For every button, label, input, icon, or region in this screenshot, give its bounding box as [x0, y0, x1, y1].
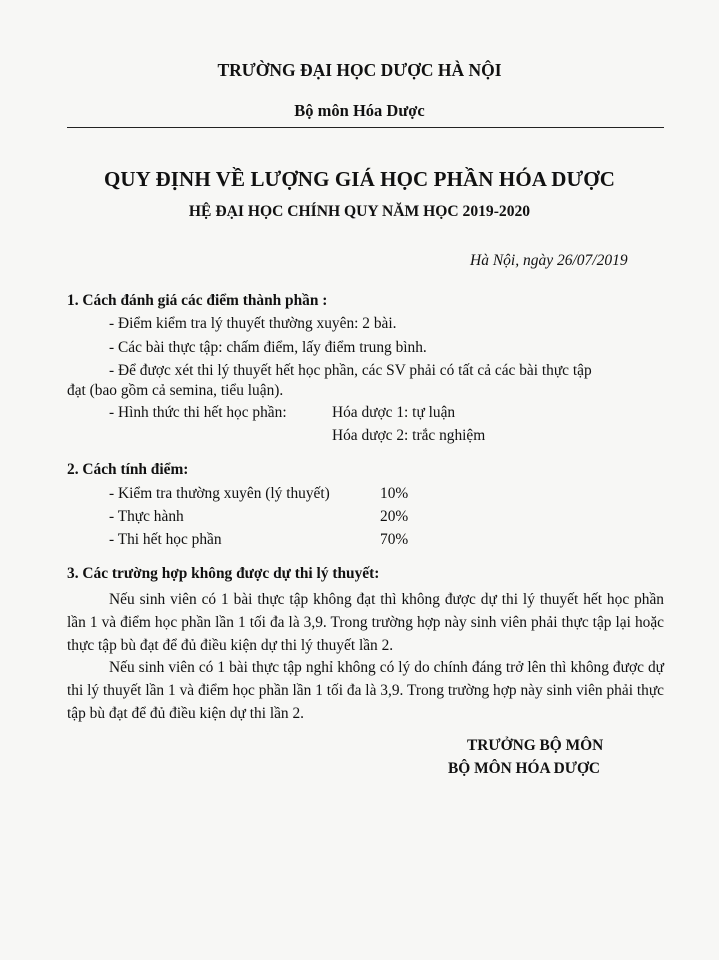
exam-format-value: Hóa dược 1: tự luận [332, 404, 456, 421]
section-3-paragraph: Nếu sinh viên có 1 bài thực tập không đạt thì không được dự thi lý thuyết hết học phần lần 1 và điểm học phần lần 1 tối đa là 3,9. Trong trường hợp này sinh viên phải thực tập lại hoặc thực tập bù đạt để đủ điều kiện dự thi lý thuyết lần 2. [67, 591, 664, 654]
section-3-paragraph: Nếu sinh viên có 1 bài thực tập nghỉ không có lý do chính đáng trở lên thì không được dự thi lý thuyết lần 1 và điểm học phần lần 1 tối đa là 3,9. Trong trường hợp này sinh viên phải thực tập bù đạt để đủ điều kiện dự thi lần 2. [67, 659, 664, 722]
score-component-weight: 70% [380, 531, 409, 548]
document-title: QUY ĐỊNH VỀ LƯỢNG GIÁ HỌC PHẦN HÓA DƯỢC [103, 167, 616, 191]
exam-format-value: Hóa dược 2: trắc nghiệm [332, 427, 486, 444]
exam-format-label: - Hình thức thi hết học phần: [109, 404, 287, 421]
section-1-item-continuation: đạt (bao gồm cả semina, tiểu luận). [67, 382, 284, 399]
score-component-weight: 10% [380, 485, 409, 502]
score-component-label: - Kiểm tra thường xuyên (lý thuyết) [109, 485, 330, 502]
score-component-label: - Thực hành [109, 508, 184, 525]
score-component-label: - Thi hết học phần [109, 531, 222, 548]
date-line: Hà Nội, ngày 26/07/2019 [470, 252, 628, 269]
section-1-item: - Điểm kiểm tra lý thuyết thường xuyên: 2 bài. [109, 315, 397, 332]
section-3-heading: 3. Các trường hợp không được dự thi lý thuyết: [67, 565, 380, 582]
header-divider [67, 127, 664, 128]
section-1-item: - Để được xét thi lý thuyết hết học phần, các SV phải có tất cả các bài thực tập [109, 362, 592, 379]
score-component-weight: 20% [380, 508, 409, 525]
department-name: Bộ môn Hóa Dược [294, 101, 425, 120]
section-1-heading: 1. Cách đánh giá các điểm thành phần : [67, 292, 328, 309]
section-2-heading: 2. Cách tính điểm: [67, 461, 189, 478]
section-1-item: - Các bài thực tập: chấm điểm, lấy điểm trung bình. [109, 339, 427, 356]
signature-title: TRƯỞNG BỘ MÔN [467, 737, 604, 754]
document-subtitle: HỆ ĐẠI HỌC CHÍNH QUY NĂM HỌC 2019-2020 [188, 203, 531, 220]
university-name: TRƯỜNG ĐẠI HỌC DƯỢC HÀ NỘI [217, 60, 502, 80]
signature-department: BỘ MÔN HÓA DƯỢC [448, 760, 601, 777]
